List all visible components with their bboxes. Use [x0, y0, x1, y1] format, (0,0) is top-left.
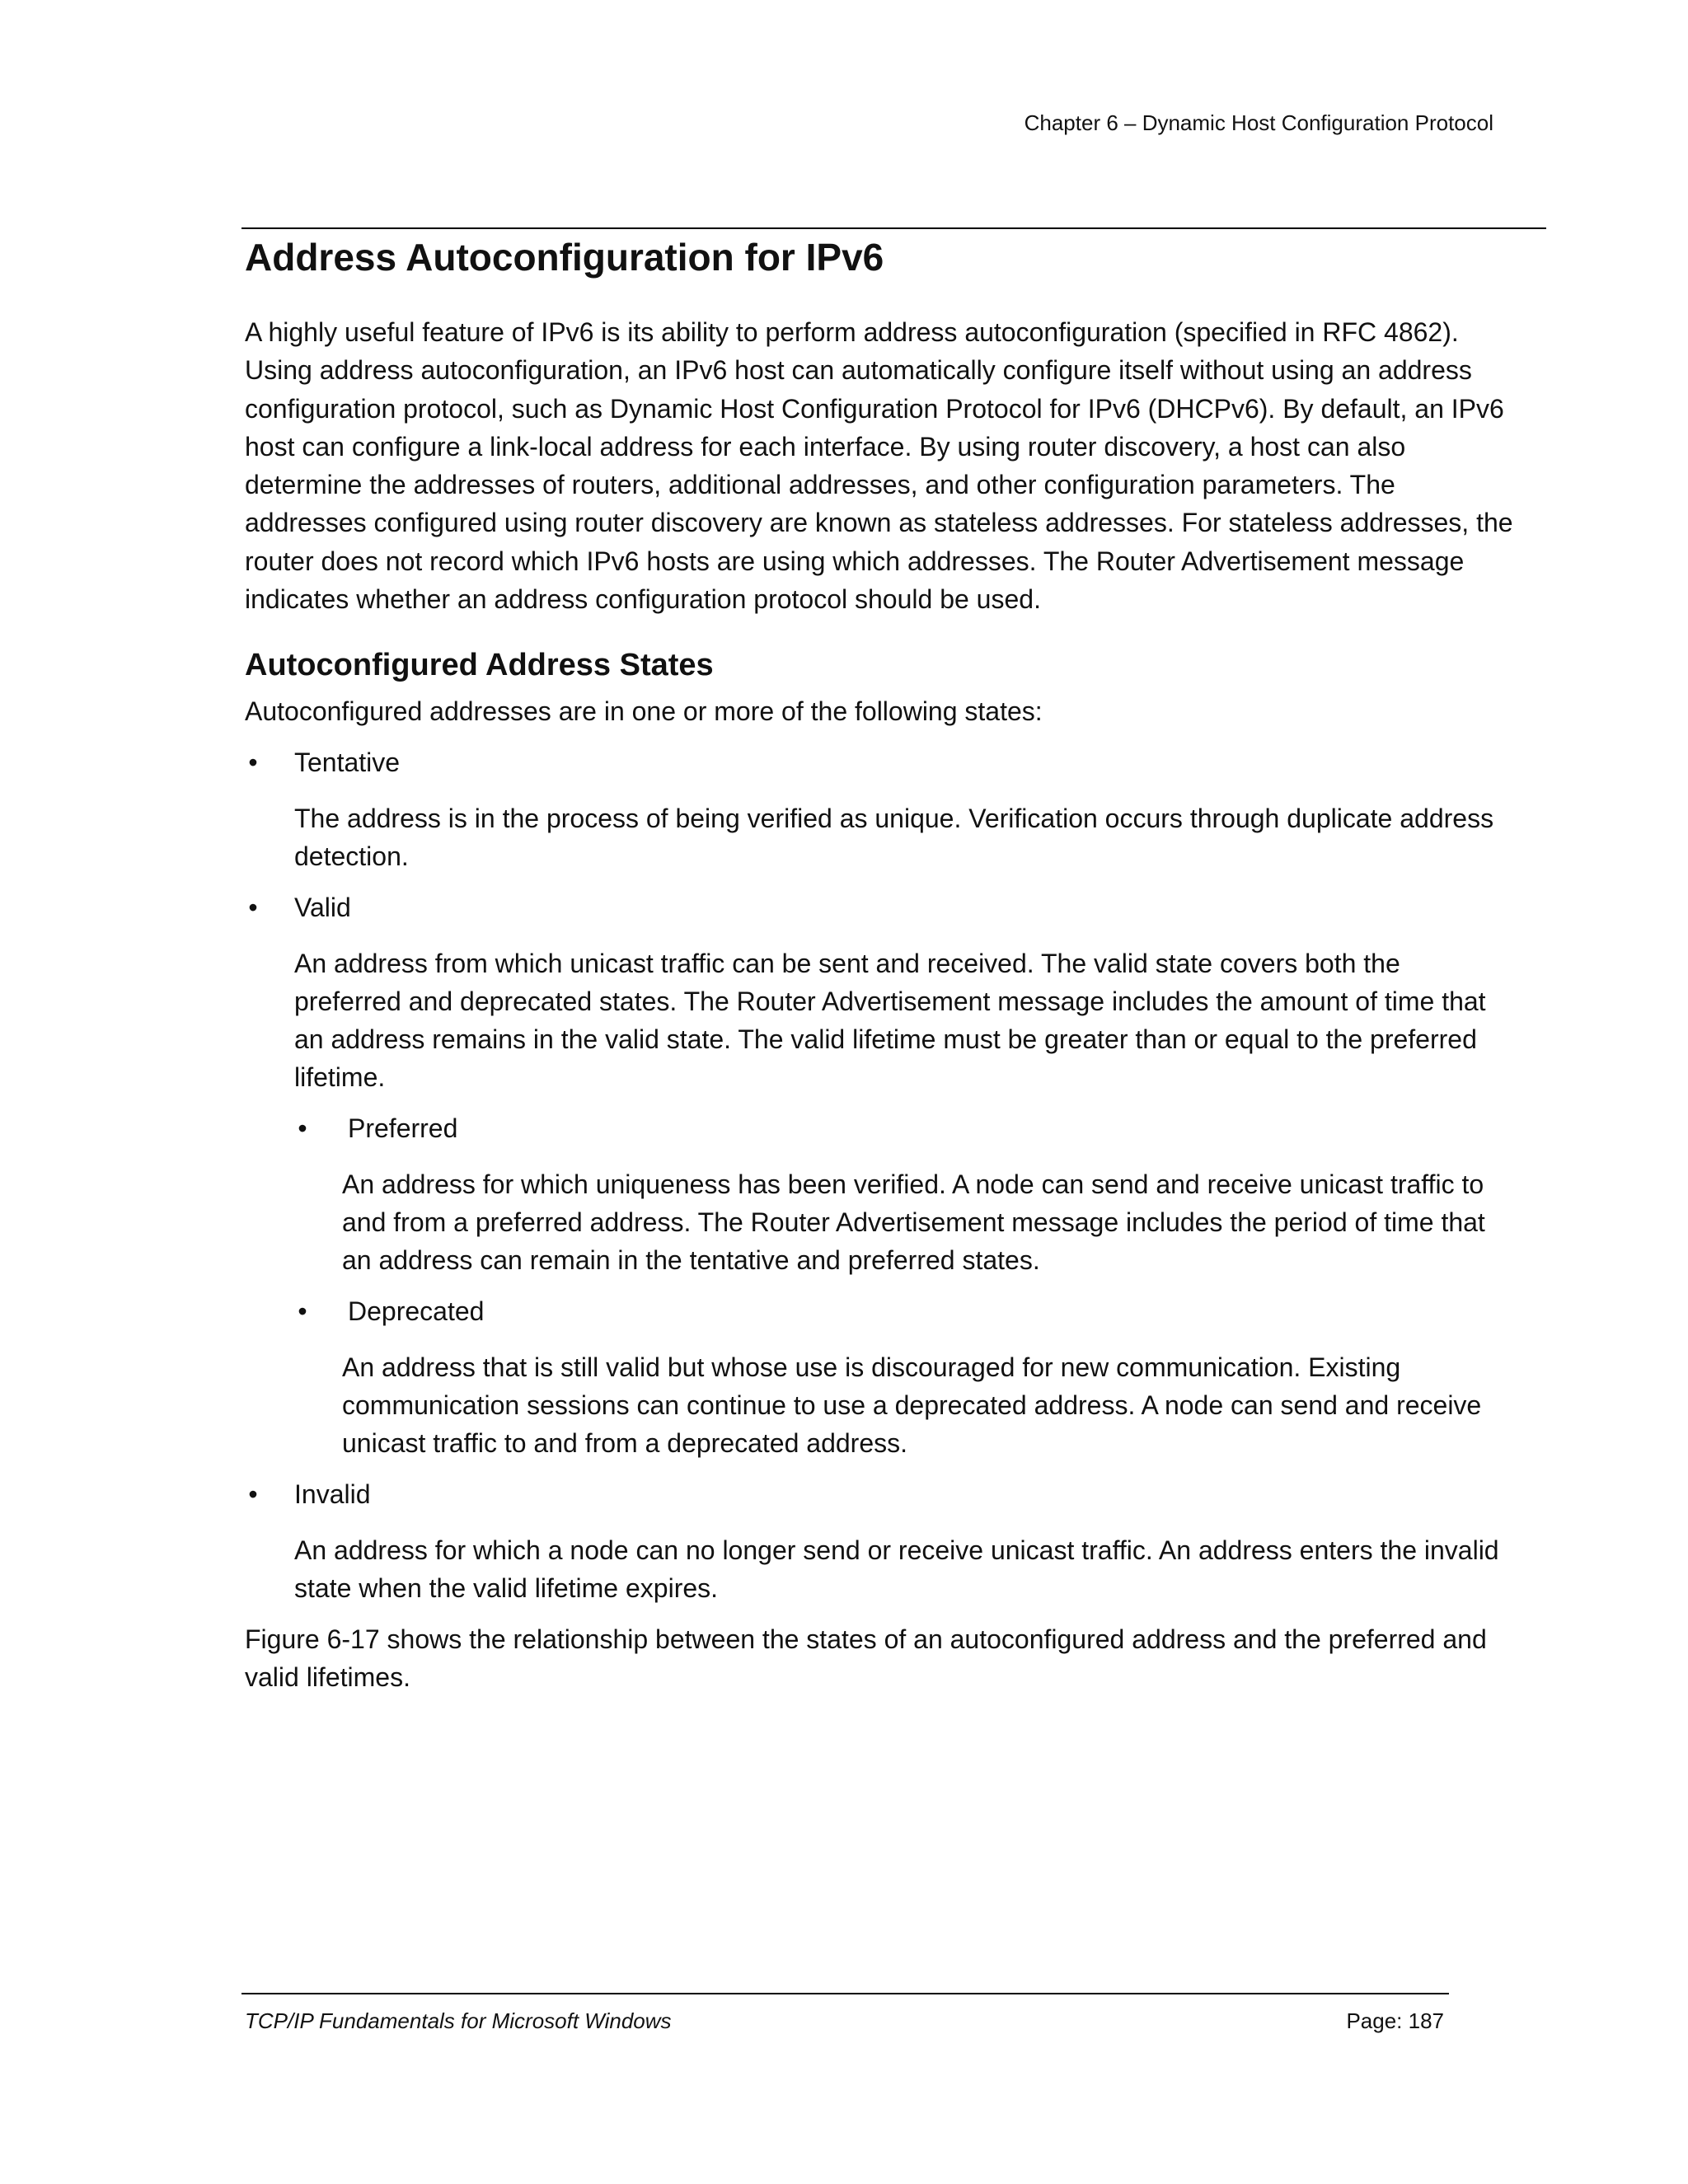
bullet-icon: • [248, 893, 258, 923]
state-description-valid: An address from which unicast traffic can be sent and received. The valid state covers both the preferred and deprecated states. The Router Advertisement message includes the amount of time that an address remains in the valid state. The valid lifetime must be greater than or equal to the preferred lifetime. [294, 949, 1486, 1093]
substate-item-deprecated [294, 1292, 1514, 1330]
running-header: Chapter 6 – Dynamic Host Configuration Protocol [1024, 110, 1493, 135]
state-item-tentative [245, 743, 1514, 781]
header-rule [241, 227, 1546, 229]
state-name: Valid [294, 893, 351, 923]
substate-description-preferred: An address for which uniqueness has been verified. A node can send and receive unicast traffic to and from a preferred address. The Router Advertisement message includes the period of time that an address can remain in the tentative and preferred states. [342, 1169, 1485, 1276]
substate-name: Deprecated [348, 1296, 485, 1327]
bullet-icon: • [298, 1113, 307, 1144]
footer-page-number: Page: 187 [1346, 2008, 1444, 2033]
state-description-tentative: The address is in the process of being verified as unique. Verification occurs through duplicate address detection. [294, 804, 1494, 872]
state-name: Invalid [294, 1479, 371, 1510]
state-name: Tentative [294, 748, 401, 778]
substate-description-deprecated: An address that is still valid but whose use is discouraged for new communication. Existing communication sessions can continue to use a deprecated address. A node can send and receive unicast traffic to and from a deprecated address. [342, 1352, 1482, 1459]
section-title: Address Autoconfiguration for IPv6 [245, 236, 884, 279]
bullet-icon: • [248, 1479, 258, 1510]
states-lead: Autoconfigured addresses are in one or more of the following states: [245, 696, 1043, 727]
state-description-invalid: An address for which a node can no longer send or receive unicast traffic. An address enters the invalid state when the valid lifetime expires. [294, 1535, 1499, 1604]
bullet-icon: • [298, 1296, 307, 1327]
intro-paragraph: A highly useful feature of IPv6 is its ability to perform address autoconfiguration (specified in RFC 4862). Using address autoconfiguration, an IPv6 host can automatically configure itself without using an address configuration protocol, such as Dynamic Host Configuration Protocol for IPv6 (DHCPv6). By default, an IPv6 host can configure a link-local address for each interface. By using router discovery, a host can also determine the addresses of routers, additional addresses, and other configuration parameters. The addresses configured using router discovery are known as stateless addresses. For stateless addresses, the router does not record which IPv6 hosts are using which addresses. The Router Advertisement message indicates whether an address configuration protocol should be used. [245, 317, 1513, 615]
page-content [245, 232, 1514, 1722]
bullet-icon: • [248, 748, 258, 778]
footer-rule [241, 1993, 1449, 1994]
subsection-title: Autoconfigured Address States [245, 648, 714, 683]
substate-name: Preferred [348, 1113, 458, 1144]
substate-item-preferred [294, 1109, 1514, 1147]
closing-paragraph: Figure 6-17 shows the relationship between the states of an autoconfigured address and the preferred and valid lifetimes. [245, 1624, 1487, 1693]
state-item-invalid [245, 1475, 1514, 1513]
state-item-valid [245, 888, 1514, 926]
footer-book-title: TCP/IP Fundamentals for Microsoft Windows [245, 2008, 672, 2033]
